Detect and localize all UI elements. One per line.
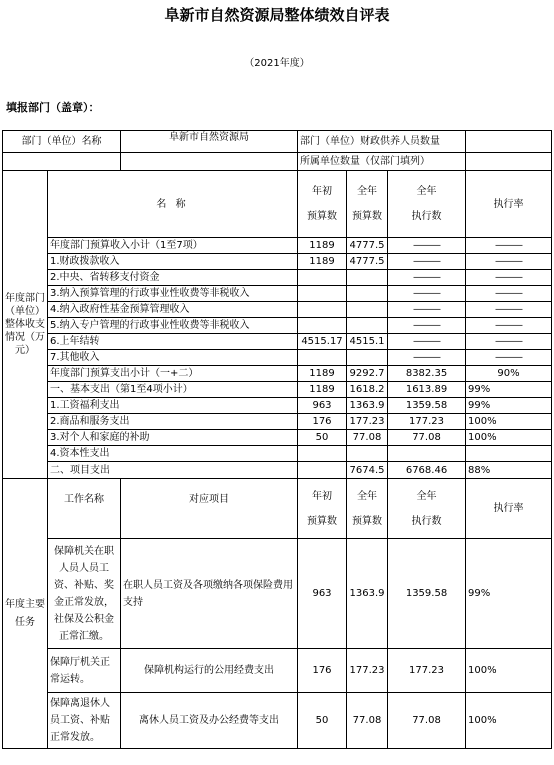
table-row: 4.纳入政府性基金预算管理收入 ——— ——— [3,302,552,318]
task-work: 保障机关在职人员人员工资、补贴、奖金正常发放，社保及公积金正常汇缴。 [48,539,121,649]
table-row: 5.纳入专户管理的行政事业性收费等非税收入 ——— ——— [3,318,552,334]
table-row [3,446,552,462]
name-col-label: 名 称 [48,171,298,238]
col-full-budget: 全年 预算数 [347,171,388,238]
table-row: 1.工资福利支出 963 1363.9 1359.58 99% [3,398,552,414]
col-initial-budget: 年初 预算数 [298,171,347,238]
col-item: 对应项目 [121,479,298,539]
row-name: 一、基本支出（第1至4项小计） [48,382,298,398]
table-row: 1.财政拨款收入 1189 4777.5 ——— ——— [3,254,552,270]
row-name: 7.其他收入 [48,350,298,366]
task-item: 在职人员工资及各项缴纳各项保险费用支持 [121,539,298,649]
table-row: 7.其他收入 ——— ——— [3,350,552,366]
tasks-side-label: 年度主要任务 [3,479,48,749]
budget-header-row [3,171,552,238]
task-row: 保障机关在职人员人员工资、补贴、奖金正常发放，社保及公积金正常汇缴。 在职人员工资及各项缴纳各项保险费用支持 963 1363.9 1359.58 99% [3,539,552,649]
page-title: 阜新市自然资源局整体绩效自评表 [164,6,390,24]
table-row: 二、项目支出 7674.5 6768.46 88% [3,462,552,479]
row-name: 1.工资福利支出 [48,398,298,414]
col-work-name: 工作名称 [48,479,121,539]
row-name: 3.对个人和家庭的补助 [48,430,298,446]
task-col-rate: 执行率 [466,479,552,539]
col-rate: 执行率 [466,171,552,238]
task-item: 离休人员工资及办公经费等支出 [121,693,298,749]
task-work: 保障离退休人员工资、补贴正常发放。 [48,693,121,749]
sub-units-label: 所属单位数量（仅部门填列） [298,153,466,171]
table-row: 3.对个人和家庭的补助 50 77.08 77.08 100% [3,430,552,446]
row-name: 4.纳入政府性基金预算管理收入 [48,302,298,318]
table-row: 一、基本支出（第1至4项小计） 1189 1618.2 1613.89 99% [3,382,552,398]
staff-label: 部门（单位）财政供养人员数量 [298,131,466,153]
row-name: 2.中央、省转移支付资金 [48,270,298,286]
task-work: 保障厅机关正常运转。 [48,649,121,693]
table-row: 6.上年结转 4515.17 4515.1 ——— ——— [3,334,552,350]
task-item: 保障机构运行的公用经费支出 [121,649,298,693]
row-name: 二、项目支出 [48,462,298,479]
row-name: 1.财政拨款收入 [48,254,298,270]
filler-label: 填报部门（盖章）： [6,101,100,114]
row-name: 年度部门预算收入小计（1至7项） [48,238,298,254]
table-row: 2.商品和服务支出 176 177.23 177.23 100% [3,414,552,430]
task-row: 保障离退休人员工资、补贴正常发放。 离休人员工资及办公经费等支出 50 77.08 77.08 100% [3,693,552,749]
row-name: 6.上年结转 [48,334,298,350]
evaluation-table [2,130,552,749]
task-col-full-budget: 全年 预算数 [347,479,388,539]
report-year: （2021年度） [244,58,310,69]
tasks-header-row [3,479,552,539]
sub-units-row [3,153,552,171]
dept-label: 部门（单位）名称 [3,131,121,153]
row-name: 4.资本性支出 [48,446,298,462]
row-name: 年度部门预算支出小计（一+二） [48,366,298,382]
table-row: 3.纳入预算管理的行政事业性收费等非税收入 ——— ——— [3,286,552,302]
col-executed: 全年 执行数 [388,171,466,238]
dept-row [3,131,552,153]
row-name: 3.纳入预算管理的行政事业性收费等非税收入 [48,286,298,302]
sub-units-value [466,153,552,171]
task-col-initial: 年初 预算数 [298,479,347,539]
table-row: 年度部门预算收入小计（1至7项） 1189 4777.5 ——— ——— [3,238,552,254]
row-name: 2.商品和服务支出 [48,414,298,430]
task-col-executed: 全年 执行数 [388,479,466,539]
task-row: 保障厅机关正常运转。 保障机构运行的公用经费支出 176 177.23 177.23 100% [3,649,552,693]
row-name: 5.纳入专户管理的行政事业性收费等非税收入 [48,318,298,334]
budget-side-label: 年度部门（单位）整体收支情况（万元） [3,171,48,479]
staff-value [466,131,552,153]
table-row: 2.中央、省转移支付资金 ——— ——— [3,270,552,286]
dept-name: 阜新市自然资源局 [121,131,298,153]
table-row: 年度部门预算支出小计（一+二） 1189 9292.7 8382.35 90% [3,366,552,382]
